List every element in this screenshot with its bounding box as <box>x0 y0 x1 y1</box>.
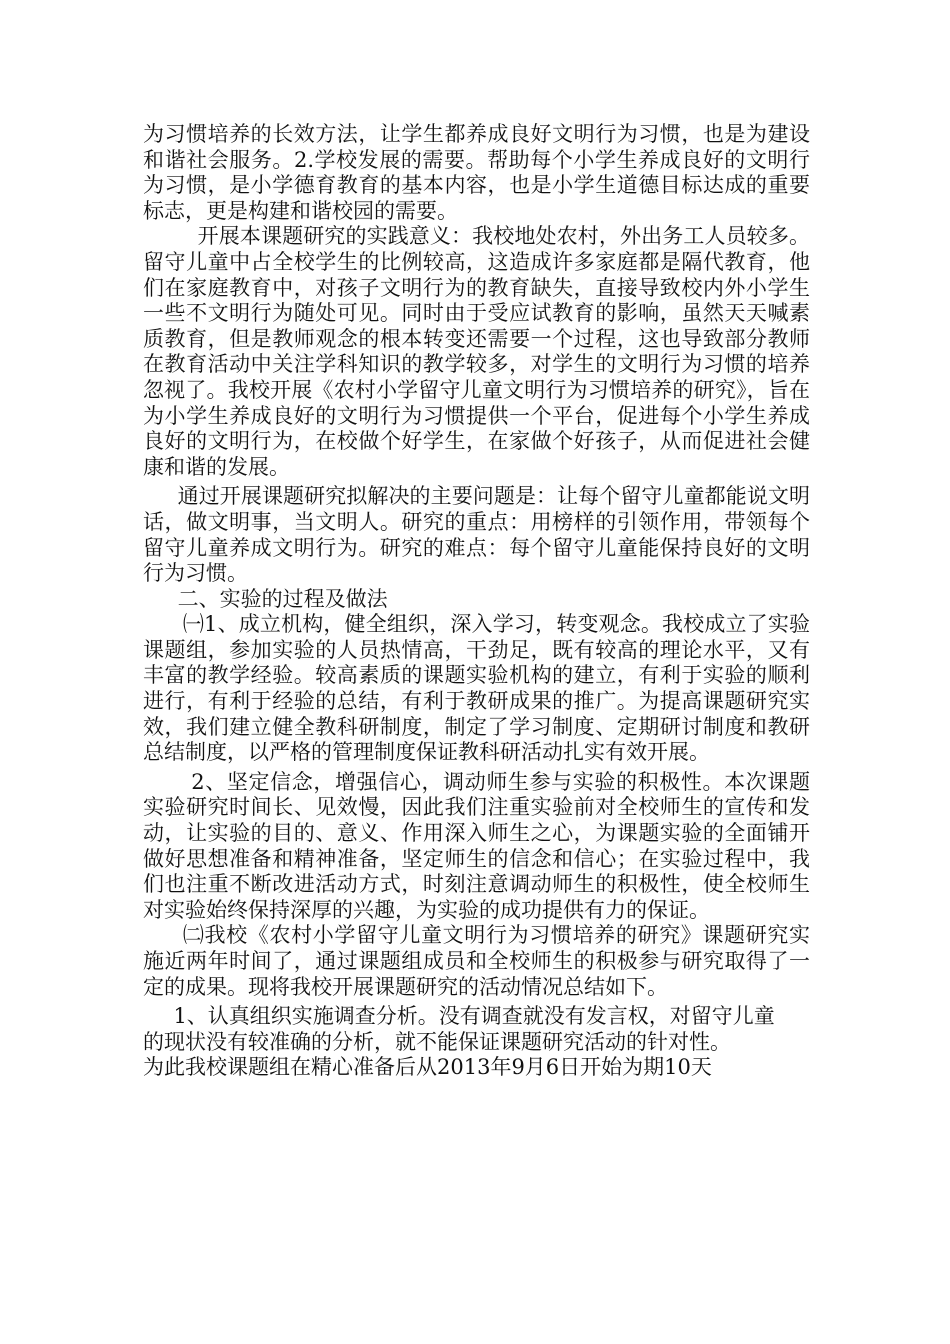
paragraph-confidence: 2、坚定信念，增强信心，调动师生参与实验的积极性。本次课题实验研究时间长、见效慢，因此我们注重实验前对全校师生的宣传和发动，让实验的目的、意义、作用深入师生之心，为课题实验的全面铺开做好思想准备和精神准备，坚定师生的信念和信心；在实验过程中，我们也注重不断改进活动方式，时刻注意调动师生的积极性，使全校师生对实验始终保持深厚的兴趣，为实验的成功提供有力的保证。 <box>143 769 810 922</box>
paragraph-survey-date: 为此我校课题组在精心准备后从2013年9月6日开始为期10天 <box>143 1055 712 1080</box>
paragraph-survey: 1、认真组织实施调查分析。没有调查就没有发言权，对留守儿童 <box>173 1004 775 1029</box>
paragraph-survey-continued: 的现状没有较准确的分析，就不能保证课题研究活动的针对性。 <box>143 1029 731 1054</box>
paragraph-summary: ㈡我校《农村小学留守儿童文明行为习惯培养的研究》课题研究实施近两年时间了，通过课题组成员和全校师生的积极参与研究取得了一定的成果。现将我校开展课题研究的活动情况总结如下。 <box>143 923 810 999</box>
paragraph-organization: ㈠1、成立机构，健全组织，深入学习，转变观念。我校成立了实验课题组，参加实验的人员热情高，干劲足，既有较高的理论水平，又有丰富的教学经验。较高素质的课题实验机构的建立，有利于实验的顺利进行，有利于经验的总结，有利于教研成果的推广。为提高课题研究实效，我们建立健全教科研制度，制定了学习制度、定期研讨制度和教研总结制度，以严格的管理制度保证教科研活动扎实有效开展。 <box>143 612 810 765</box>
section-heading-process: 二、实验的过程及做法 <box>177 586 388 611</box>
paragraph-practical-significance: 开展本课题研究的实践意义：我校地处农村，外出务工人员较多。留守儿童中占全校学生的比例较高，这造成许多家庭都是隔代教育，他们在家庭教育中，对孩子文明行为的教育缺失，直接导致校内外小学生一些不文明行为随处可见。同时由于受应试教育的影响，虽然天天喊素质教育，但是教师观念的根本转变还需要一个过程，这也导致部分教师在教育活动中关注学科知识的教学较多，对学生的文明行为习惯的培养忽视了。我校开展《农村小学留守儿童文明行为习惯培养的研究》，旨在为小学生养成良好的文明行为习惯提供一个平台，促进每个小学生养成良好的文明行为，在校做个好学生，在家做个好孩子，从而促进社会健康和谐的发展。 <box>143 224 810 479</box>
paragraph-purpose: 为习惯培养的长效方法，让学生都养成良好文明行为习惯，也是为建设和谐社会服务。2.学校发展的需要。帮助每个小学生养成良好的文明行为习惯，是小学德育教育的基本内容，也是小学生道德目标达成的重要标志，更是构建和谐校园的需要。 <box>143 122 810 223</box>
document-page <box>143 122 810 1081</box>
paragraph-main-problems: 通过开展课题研究拟解决的主要问题是：让每个留守儿童都能说文明话，做文明事，当文明人。研究的重点：用榜样的引领作用，带领每个留守儿童养成文明行为。研究的难点：每个留守儿童能保持良好的文明行为习惯。 <box>143 484 810 586</box>
